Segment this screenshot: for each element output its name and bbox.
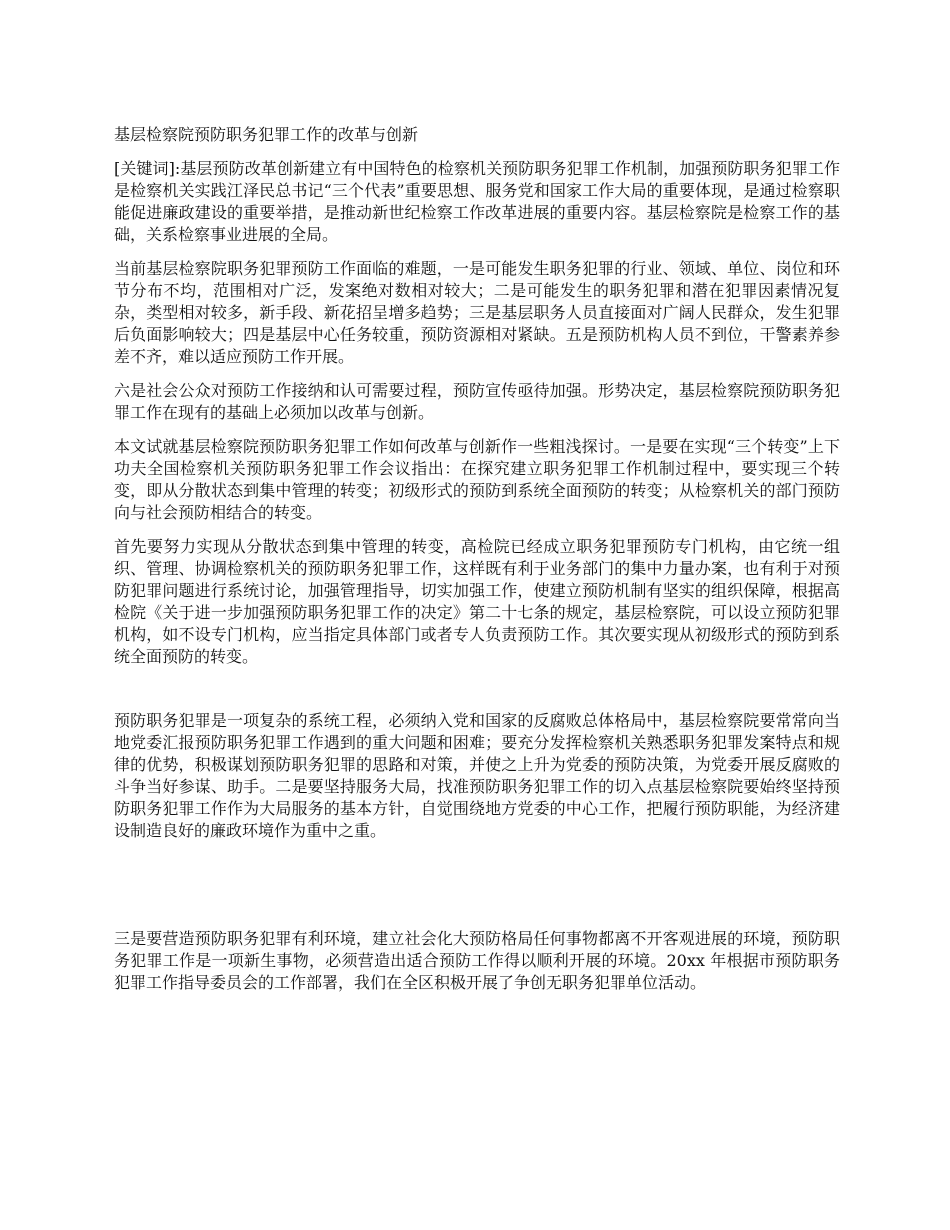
paragraph-environment: 三是要营造预防职务犯罪有利环境，建立社会化大预防格局任何事物都离不开客观进展的环境，预防职务犯罪工作是一项新生事物，必须营造出适合预防工作得以顺利开展的环境。20xx 年根据市预防职务犯罪工作指导委员会的工作部署，我们在全区积极开展了争创无职务犯罪单位活动。 [114, 929, 840, 992]
paragraph-centralized-management: 首先要努力实现从分散状态到集中管理的转变，高检院已经成立职务犯罪预防专门机构，由它统一组织、管理、协调检察机关的预防职务犯罪工作，这样既有利于业务部门的集中力量办案，也有利于对预防犯罪问题进行系统讨论，加强管理指导，切实加强工作，使建立预防机制有坚实的组织保障，根据高检院《关于进一步加强预防职务犯罪工作的决定》第二十七条的规定，基层检察院，可以设立预防犯罪机构，如不设专门机构，应当指定具体部门或者专人负责预防工作。其次要实现从初级形式的预防到系统全面预防的转变。 [114, 537, 840, 666]
paragraph-public-awareness: 六是社会公众对预防工作接纳和认可需要过程，预防宣传亟待加强。形势决定，基层检察院预防职务犯罪工作在现有的基础上必须加以改革与创新。 [114, 381, 840, 422]
document-page [114, 124, 840, 1006]
paragraph-systematic-prevention: 预防职务犯罪是一项复杂的系统工程，必须纳入党和国家的反腐败总体格局中，基层检察院要常常向当地党委汇报预防职务犯罪工作遇到的重大问题和困难；要充分发挥检察机关熟悉职务犯罪发案特点和规律的优势，积极谋划预防职务犯罪的思路和对策，并使之上升为党委的预防决策，为党委开展反腐败的斗争当好参谋、助手。二是要坚持服务大局，找准预防职务犯罪工作的切入点基层检察院要始终坚持预防职务犯罪工作作为大局服务的基本方针，自觉围绕地方党委的中心工作，把履行预防职能，为经济建设制造良好的廉政环境作为重中之重。 [114, 711, 840, 840]
paragraph-keywords: [关键词]:基层预防改革创新建立有中国特色的检察机关预防职务犯罪工作机制，加强预防职务犯罪工作是检察机关实践江泽民总书记“三个代表”重要思想、服务党和国家工作大局的重要体现，是通过检察职能促进廉政建设的重要举措，是推动新世纪检察工作改革进展的重要内容。基层检察院是检察工作的基础，关系检察事业进展的全局。 [114, 159, 840, 244]
paragraph-three-transitions: 本文试就基层检察院预防职务犯罪工作如何改革与创新作一些粗浅探讨。一是要在实现“三个转变”上下功夫全国检察机关预防职务犯罪工作会议指出：在探究建立职务犯罪工作机制过程中，要实现三个转变，即从分散状态到集中管理的转变；初级形式的预防到系统全面预防的转变；从检察机关的部门预防向与社会预防相结合的转变。 [114, 437, 840, 522]
paragraph-difficulties: 当前基层检察院职务犯罪预防工作面临的难题，一是可能发生职务犯罪的行业、领域、单位、岗位和环节分布不均，范围相对广泛，发案绝对数相对较大；二是可能发生的职务犯罪和潜在犯罪因素情况复杂，类型相对较多，新手段、新花招呈增多趋势；三是基层职务人员直接面对广阔人民群众，发生犯罪后负面影响较大；四是基层中心任务较重，预防资源相对紧缺。五是预防机构人员不到位，干警素养参差不齐，难以适应预防工作开展。 [114, 259, 840, 366]
document-title: 基层检察院预防职务犯罪工作的改革与创新 [114, 125, 419, 144]
